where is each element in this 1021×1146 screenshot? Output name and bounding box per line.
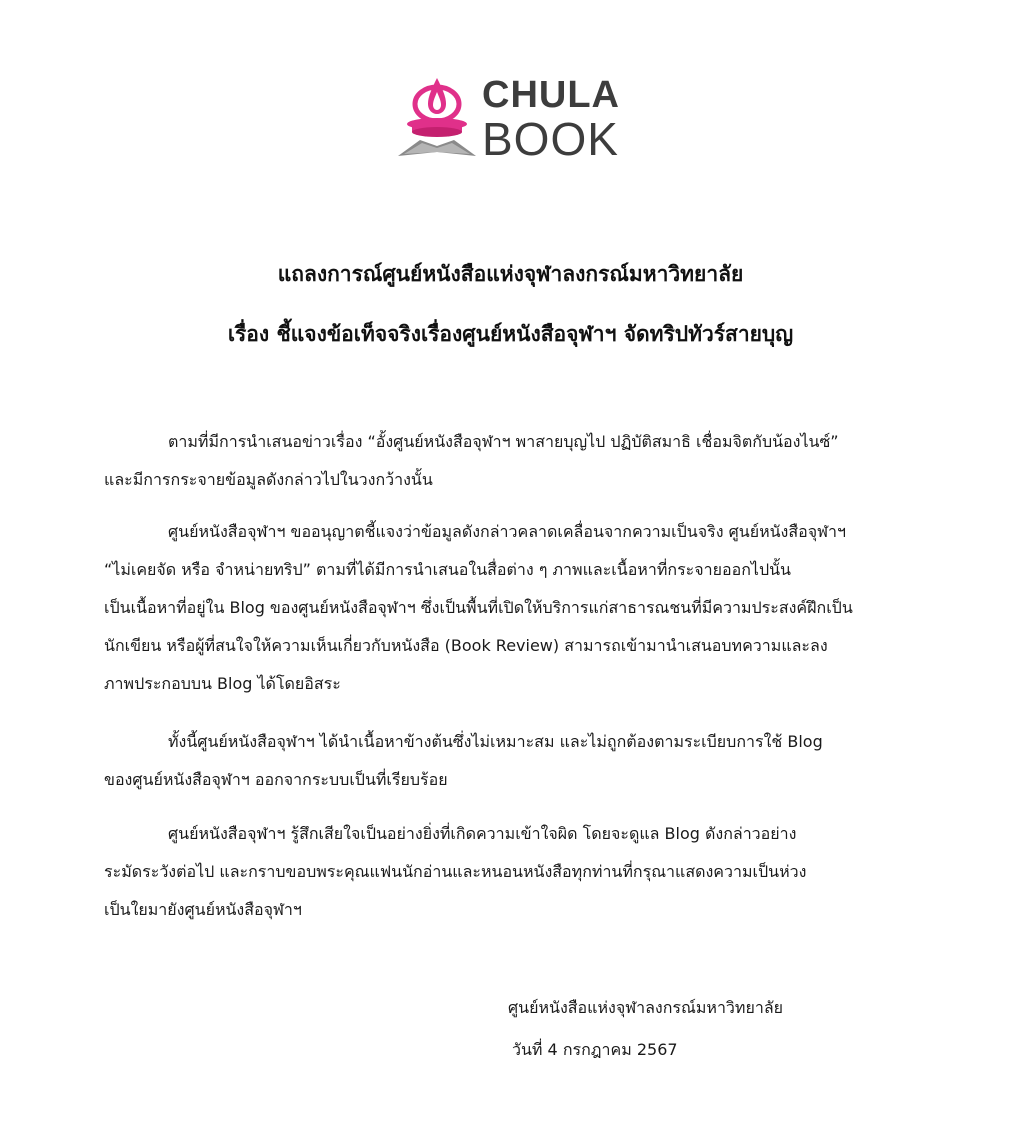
logo-text-chula: CHULA bbox=[482, 74, 620, 116]
signature-organization: ศูนย์หนังสือแห่งจุฬาลงกรณ์มหาวิทยาลัย bbox=[508, 998, 783, 1017]
paragraph-line: ศูนย์หนังสือจุฬาฯ ขออนุญาตชี้แจงว่าข้อมูลดังกล่าวคลาดเคลื่อนจากความเป็นจริง ศูนย์หนังสือจุฬาฯ bbox=[168, 522, 847, 541]
announcement-subject: เรื่อง ชี้แจงข้อเท็จจริงเรื่องศูนย์หนังสือจุฬาฯ จัดทริปทัวร์สายบุญ bbox=[227, 322, 794, 346]
logo-text-book: BOOK bbox=[482, 113, 619, 165]
paragraph-line: นักเขียน หรือผู้ที่สนใจให้ความเห็นเกี่ยวกับหนังสือ (Book Review) สามารถเข้ามานำเสนอบทความและลง bbox=[104, 636, 828, 655]
paragraph-line: ระมัดระวังต่อไป และกราบขอบพระคุณแฟนนักอ่านและหนอนหนังสือทุกท่านที่กรุณาแสดงความเป็นห่วง bbox=[104, 862, 807, 881]
announcement-title: แถลงการณ์ศูนย์หนังสือแห่งจุฬาลงกรณ์มหาวิทยาลัย bbox=[277, 262, 744, 286]
paragraph-line: ตามที่มีการนำเสนอข่าวเรื่อง “อั้งศูนย์หนังสือจุฬาฯ พาสายบุญไป ปฏิบัติสมาธิ เชื่อมจิตกับน้องไนซ์” bbox=[168, 432, 839, 451]
paragraph-line: ศูนย์หนังสือจุฬาฯ รู้สึกเสียใจเป็นอย่างยิ่งที่เกิดความเข้าใจผิด โดยจะดูแล Blog ดังกล่าวอย่าง bbox=[168, 824, 797, 843]
paragraph-line: “ไม่เคยจัด หรือ จำหน่ายทริป” ตามที่ได้มีการนำเสนอในสื่อต่าง ๆ ภาพและเนื้อหาที่กระจายออกไปนั้น bbox=[104, 560, 791, 579]
paragraph-line: ของศูนย์หนังสือจุฬาฯ ออกจากระบบเป็นที่เรียบร้อย bbox=[104, 770, 448, 789]
signature-date: วันที่ 4 กรกฎาคม 2567 bbox=[512, 1040, 678, 1059]
paragraph-line: เป็นใยมายังศูนย์หนังสือจุฬาฯ bbox=[104, 900, 302, 919]
chula-book-logo bbox=[396, 74, 628, 166]
book-lamp-icon bbox=[396, 74, 480, 166]
paragraph-line: และมีการกระจายข้อมูลดังกล่าวไปในวงกว้างนั้น bbox=[104, 470, 433, 489]
paragraph-line: ทั้งนี้ศูนย์หนังสือจุฬาฯ ได้นำเนื้อหาข้างต้นซึ่งไม่เหมาะสม และไม่ถูกต้องตามระเบียบการใช้ Blog bbox=[168, 732, 823, 751]
paragraph-line: เป็นเนื้อหาที่อยู่ใน Blog ของศูนย์หนังสือจุฬาฯ ซึ่งเป็นพื้นที่เปิดให้บริการแก่สาธารณชนที่มีความประสงค์ฝึกเป็น bbox=[104, 598, 853, 617]
paragraph-line: ภาพประกอบบน Blog ได้โดยอิสระ bbox=[104, 674, 341, 693]
